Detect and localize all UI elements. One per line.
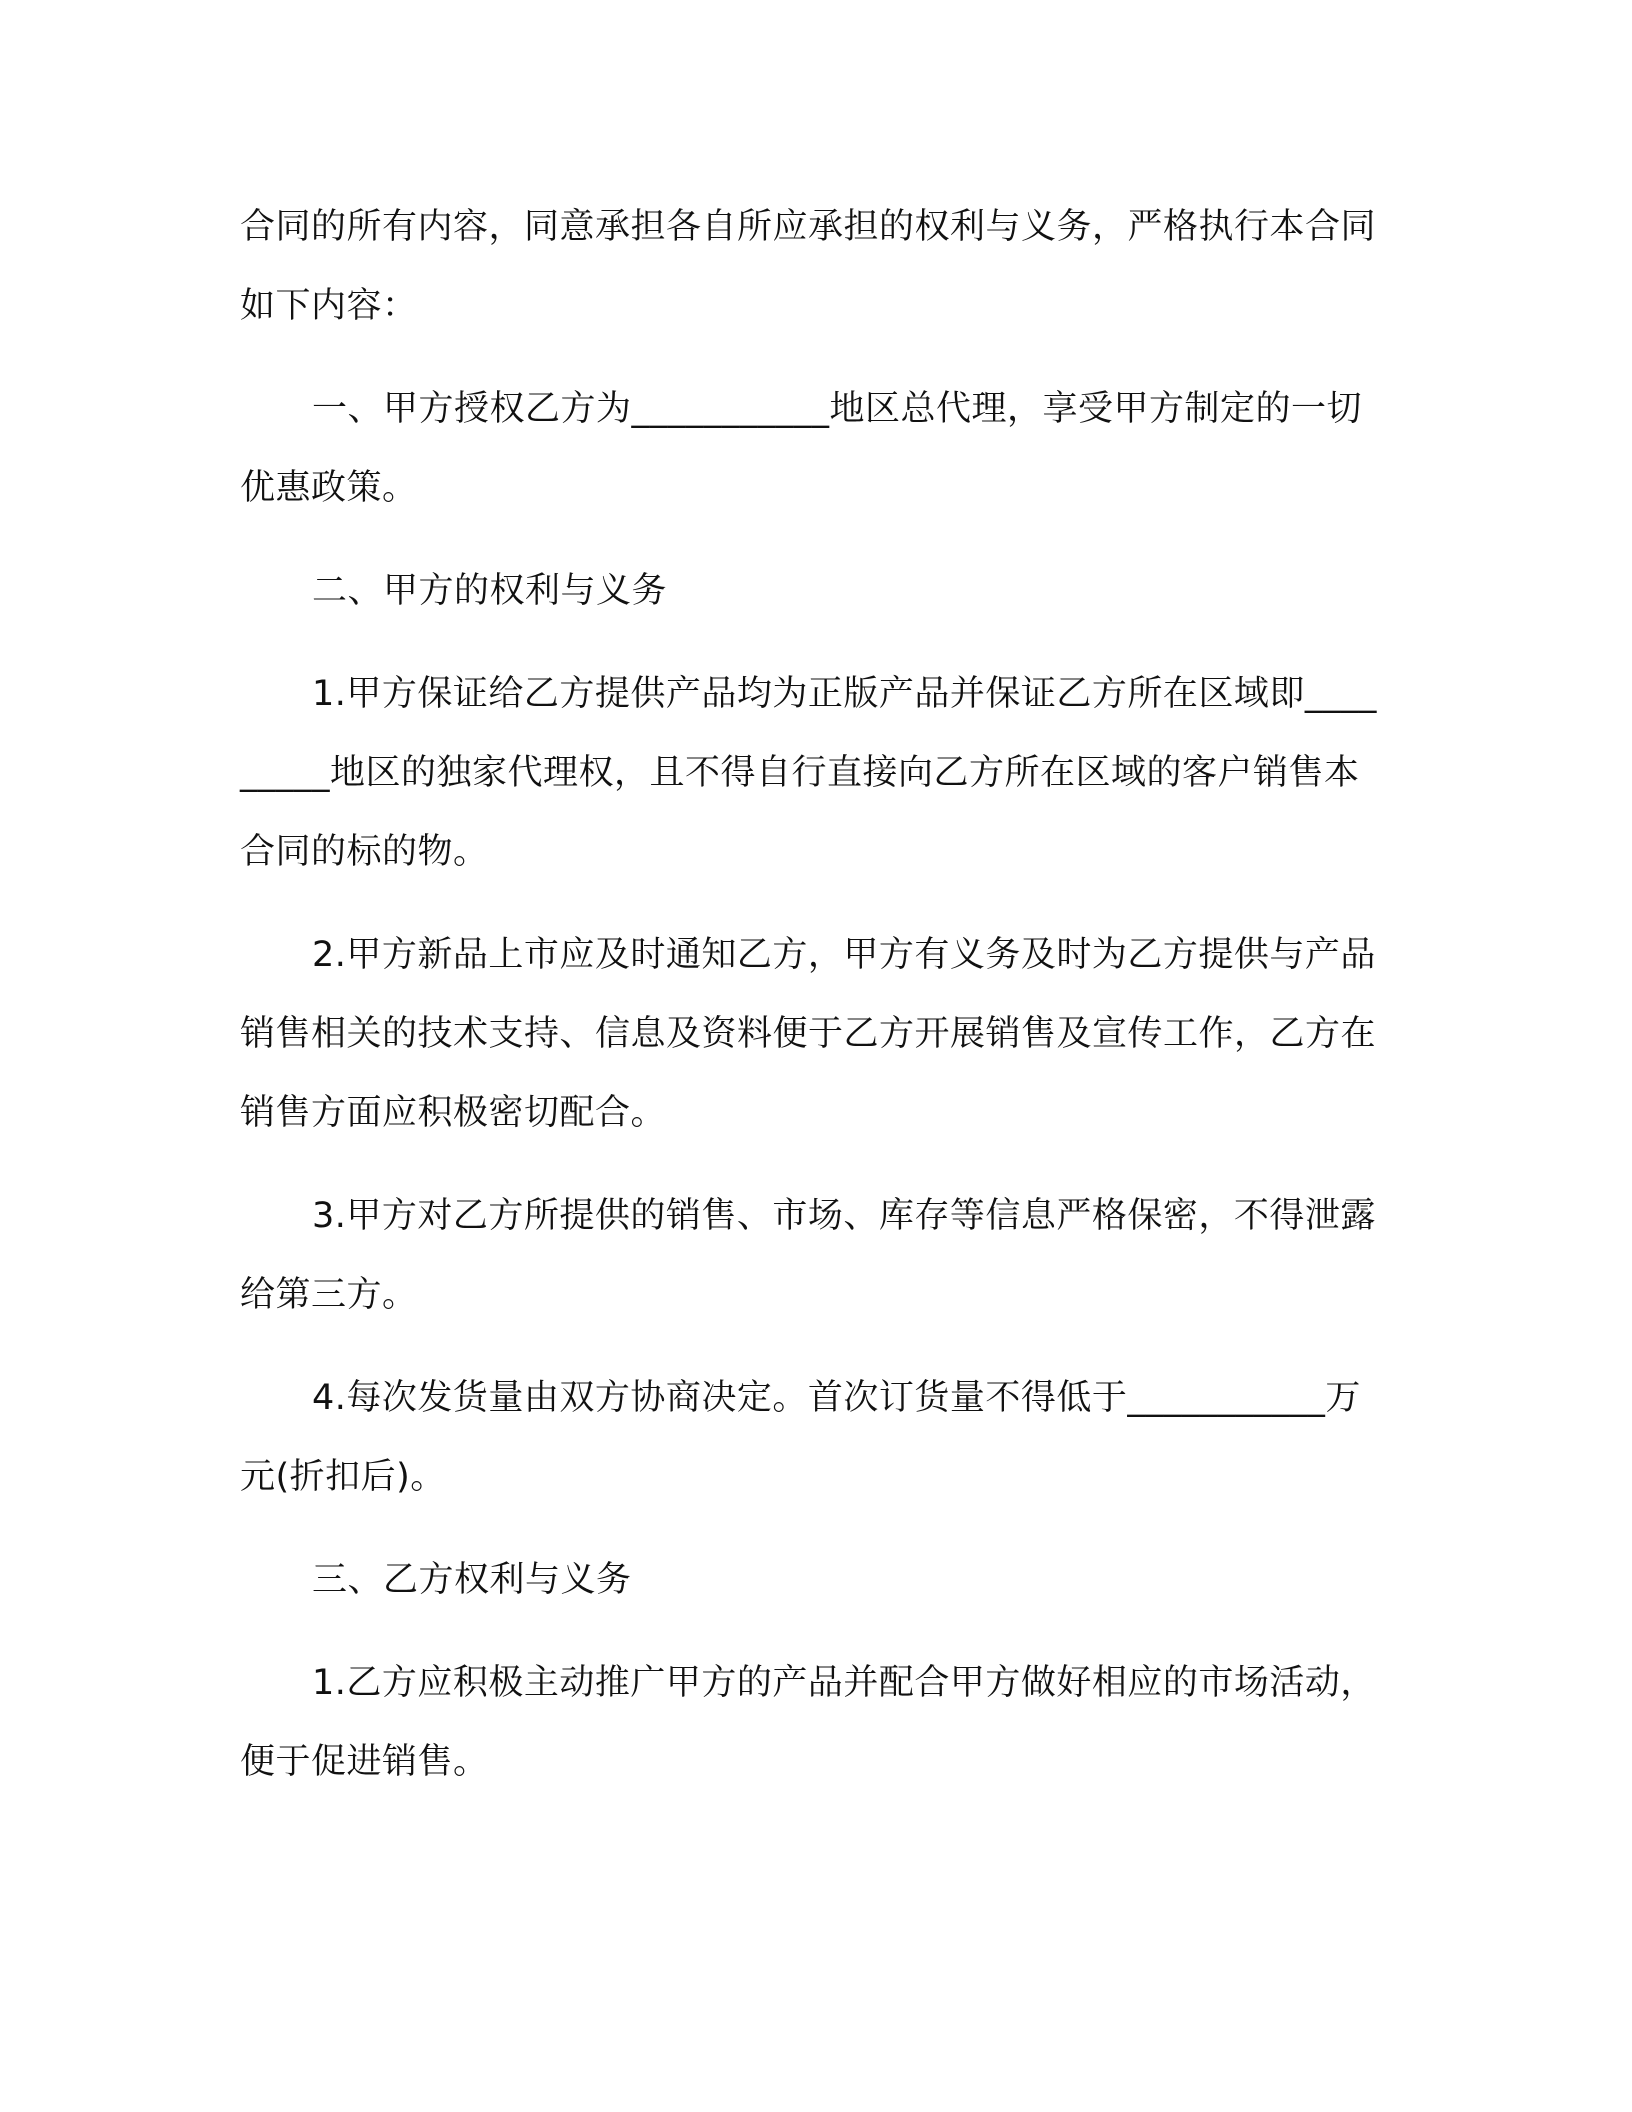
paragraph-party-a-item-4: 4.每次发货量由双方协商决定。首次订货量不得低于___________万元(折扣后)。 [240, 1378, 1361, 1497]
document-body [240, 188, 1380, 1826]
paragraph-party-a-item-3: 3.甲方对乙方所提供的销售、市场、库存等信息严格保密，不得泄露给第三方。 [240, 1196, 1376, 1315]
paragraph-party-a-item-1: 1.甲方保证给乙方提供产品均为正版产品并保证乙方所在区域即_________地区的独家代理权，且不得自行直接向乙方所在区域的客户销售本合同的标的物。 [240, 674, 1377, 872]
paragraph-party-a-item-2: 2.甲方新品上市应及时通知乙方，甲方有义务及时为乙方提供与产品销售相关的技术支持、信息及资料便于乙方开展销售及宣传工作，乙方在销售方面应积极密切配合。 [240, 935, 1377, 1133]
paragraph-party-b-item-1: 1.乙方应积极主动推广甲方的产品并配合甲方做好相应的市场活动，便于促进销售。 [240, 1663, 1376, 1782]
paragraph-contract-intro: 合同的所有内容，同意承担各自所应承担的权利与义务，严格执行本合同如下内容： [240, 207, 1377, 326]
paragraph-clause-1-authorization: 一、甲方授权乙方为___________地区总代理，享受甲方制定的一切优惠政策。 [240, 389, 1363, 508]
section-heading-party-a-rights: 二、甲方的权利与义务 [312, 571, 668, 611]
section-heading-party-b-rights: 三、乙方权利与义务 [312, 1560, 632, 1600]
